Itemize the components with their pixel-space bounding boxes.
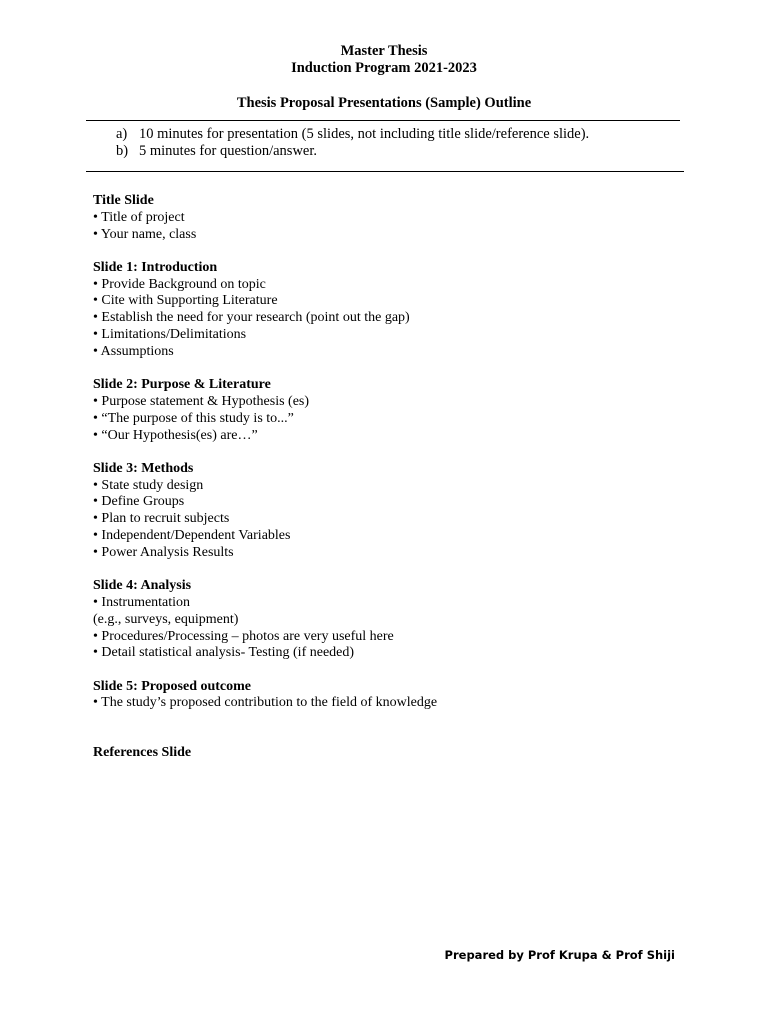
bullet-item: • “The purpose of this study is to...” [93,410,294,426]
note-item [116,143,589,160]
section-heading: Title Slide [93,193,154,208]
note-item [116,126,589,143]
outline-content [93,193,693,779]
section-heading: Slide 1: Introduction [93,259,218,275]
section-proposed-outcome [93,679,693,713]
bullet-item: • State study design [93,477,204,493]
section-methods [93,461,693,562]
bullet-item: • Independent/Dependent Variables [93,528,291,544]
section-heading: Slide 4: Analysis [93,578,192,594]
footer-credit: Prepared by Prof Krupa & Prof Shiji [444,948,675,962]
note-marker: a) [116,126,128,142]
section-title-slide [93,193,693,243]
bullet-item: (e.g., surveys, equipment) [93,611,239,627]
section-heading: Slide 2: Purpose & Literature [93,377,271,393]
bullet-item: • Establish the need for your research (point out the gap) [93,310,410,326]
bullet-item: • Procedures/Processing – photos are very useful here [93,628,394,644]
section-introduction [93,260,693,361]
section-heading: Slide 3: Methods [93,460,194,476]
section-heading: References Slide [93,745,192,761]
bullet-item: • Title of project [93,209,185,225]
note-marker: b) [116,143,129,159]
header-subtitle: Thesis Proposal Presentations (Sample) Outline [236,95,532,111]
bullet-item: • Provide Background on topic [93,276,266,292]
header-title: Master Thesis [340,43,428,59]
bullet-item: • Detail statistical analysis- Testing (if needed) [93,645,355,661]
bottom-divider [86,171,684,172]
top-divider [86,120,680,121]
bullet-item: • Your name, class [93,226,197,242]
section-purpose-literature [93,377,693,444]
section-heading: Slide 5: Proposed outcome [93,678,252,694]
bullet-item: • Assumptions [93,343,174,359]
timing-notes [116,126,589,160]
header-program: Induction Program 2021-2023 [291,60,477,76]
section-references [93,745,693,762]
bullet-item: • Purpose statement & Hypothesis (es) [93,393,310,409]
bullet-item: • The study’s proposed contribution to the field of knowledge [93,695,438,711]
bullet-item: • Plan to recruit subjects [93,511,230,527]
bullet-item: • Cite with Supporting Literature [93,293,278,309]
note-text: 10 minutes for presentation (5 slides, not including title slide/reference slide). [139,126,590,142]
bullet-item: • Instrumentation [93,594,191,610]
document-header [0,43,768,112]
bullet-item: • Limitations/Delimitations [93,327,247,343]
note-text: 5 minutes for question/answer. [139,143,318,159]
section-analysis [93,578,693,662]
bullet-item: • Power Analysis Results [93,544,234,560]
bullet-item: • “Our Hypothesis(es) are…” [93,427,258,443]
bullet-item: • Define Groups [93,494,185,510]
